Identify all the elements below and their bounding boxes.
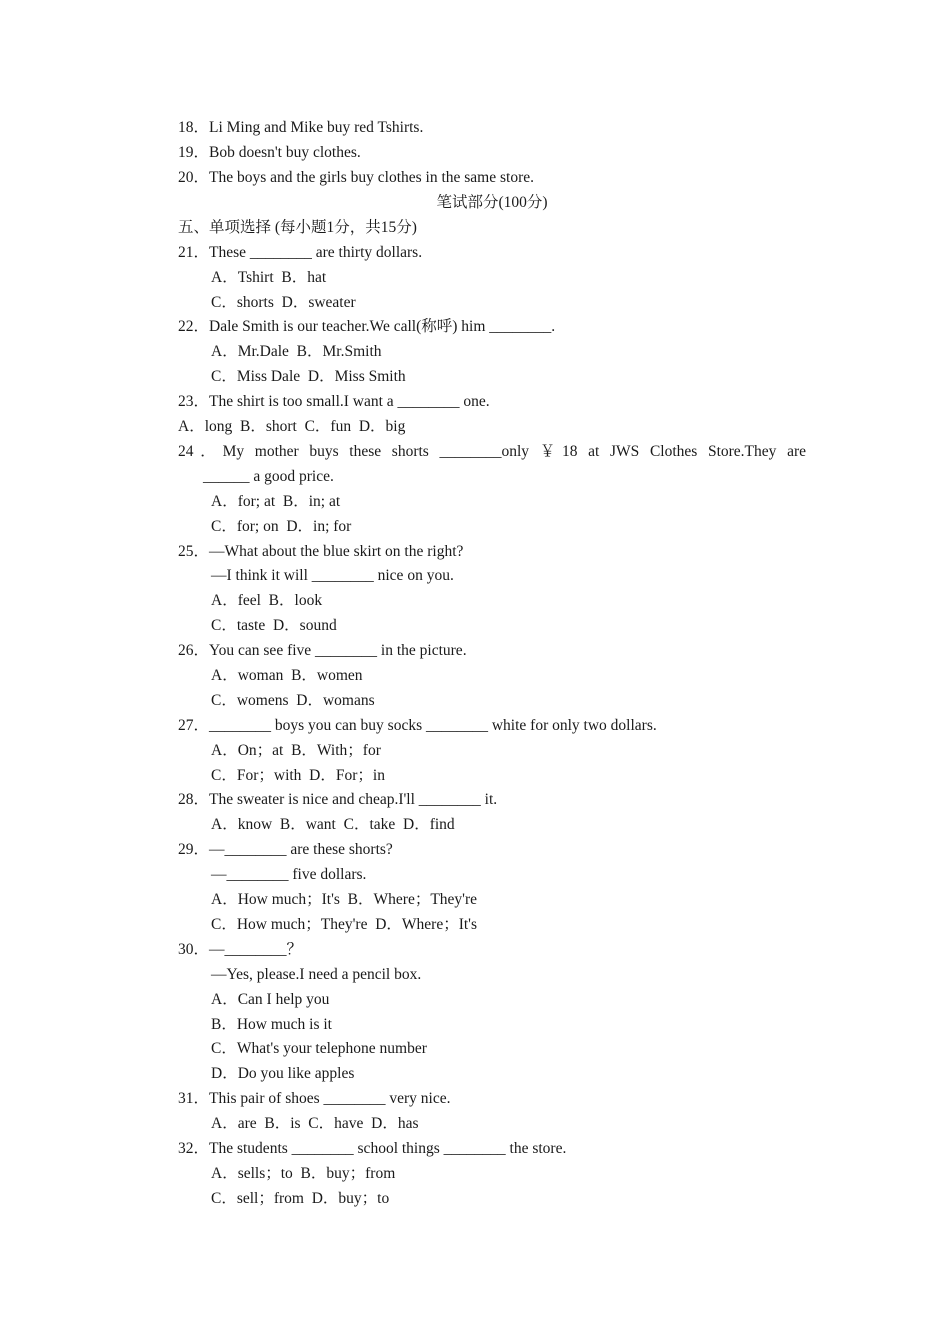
question-31: 31．This pair of shoes ________ very nice. xyxy=(178,1090,451,1107)
question-25-options-cd: C．taste D．sound xyxy=(211,617,337,634)
written-part-heading: 笔试部分(100分) xyxy=(436,194,548,211)
question-21-options-ab: A．Tshirt B．hat xyxy=(211,269,327,286)
question-32: 32．The students ________ school things ________ the store. xyxy=(178,1140,567,1157)
question-30-option-b: B．How much is it xyxy=(211,1016,332,1033)
section-five-heading: 五、单项选择 (每小题1分，共15分) xyxy=(178,219,417,236)
question-23: 23．The shirt is too small.I want a ________ one. xyxy=(178,393,490,410)
question-28: 28．The sweater is nice and cheap.I'll ________ it. xyxy=(178,791,498,808)
question-18-statement: 18．Li Ming and Mike buy red Tshirts. xyxy=(178,119,424,136)
question-32-options-ab: A．sells；to B．buy；from xyxy=(211,1165,396,1182)
question-27-options-ab: A．On；at B．With；for xyxy=(211,742,381,759)
question-22: 22．Dale Smith is our teacher.We call(称呼) him ________. xyxy=(178,318,556,335)
question-30: 30．—________？ xyxy=(178,941,303,958)
question-19-statement: 19．Bob doesn't buy clothes. xyxy=(178,144,361,161)
question-22-options-ab: A．Mr.Dale B．Mr.Smith xyxy=(211,343,382,360)
question-30-option-a: A．Can I help you xyxy=(211,991,330,1008)
question-27-options-cd: C．For；with D．For；in xyxy=(211,767,385,784)
question-29: 29．—________ are these shorts? xyxy=(178,841,393,858)
question-30-option-c: C．What's your telephone number xyxy=(211,1040,427,1057)
question-22-options-cd: C．Miss Dale D．Miss Smith xyxy=(211,368,406,385)
question-24-options-cd: C．for; on D．in; for xyxy=(211,518,352,535)
question-23-options: A．long B．short C．fun D．big xyxy=(178,418,406,435)
question-28-options: A．know B．want C．take D．find xyxy=(211,816,455,833)
question-24-continued: ______ a good price. xyxy=(203,468,334,485)
question-27: 27．________ boys you can buy socks ________ white for only two dollars. xyxy=(178,717,657,734)
question-26-options-ab: A．woman B．women xyxy=(211,667,363,684)
question-30-option-d: D．Do you like apples xyxy=(211,1065,355,1082)
question-26: 26．You can see five ________ in the picture. xyxy=(178,642,467,659)
question-21-options-cd: C．shorts D．sweater xyxy=(211,294,356,311)
question-25-options-ab: A．feel B．look xyxy=(211,592,323,609)
question-29-reply: —________ five dollars. xyxy=(211,866,367,883)
question-20-statement: 20．The boys and the girls buy clothes in the same store. xyxy=(178,169,535,186)
question-32-options-cd: C．sell；from D．buy；to xyxy=(211,1190,390,1207)
question-29-options-cd: C．How much；They're D．Where；It's xyxy=(211,916,478,933)
question-24-options-ab: A．for; at B．in; at xyxy=(211,493,341,510)
question-26-options-cd: C．womens D．womans xyxy=(211,692,375,709)
question-25: 25．—What about the blue skirt on the right? xyxy=(178,543,464,560)
question-21: 21．These ________ are thirty dollars. xyxy=(178,244,423,261)
question-29-options-ab: A．How much；It's B．Where；They're xyxy=(211,891,478,908)
question-31-options: A．are B．is C．have D．has xyxy=(211,1115,419,1132)
question-24: 24．My mother buys these shorts ________only ￥18 at JWS Clothes Store.They are xyxy=(178,443,806,460)
question-30-reply: —Yes, please.I need a pencil box. xyxy=(211,966,422,983)
question-25-reply: —I think it will ________ nice on you. xyxy=(211,567,454,584)
